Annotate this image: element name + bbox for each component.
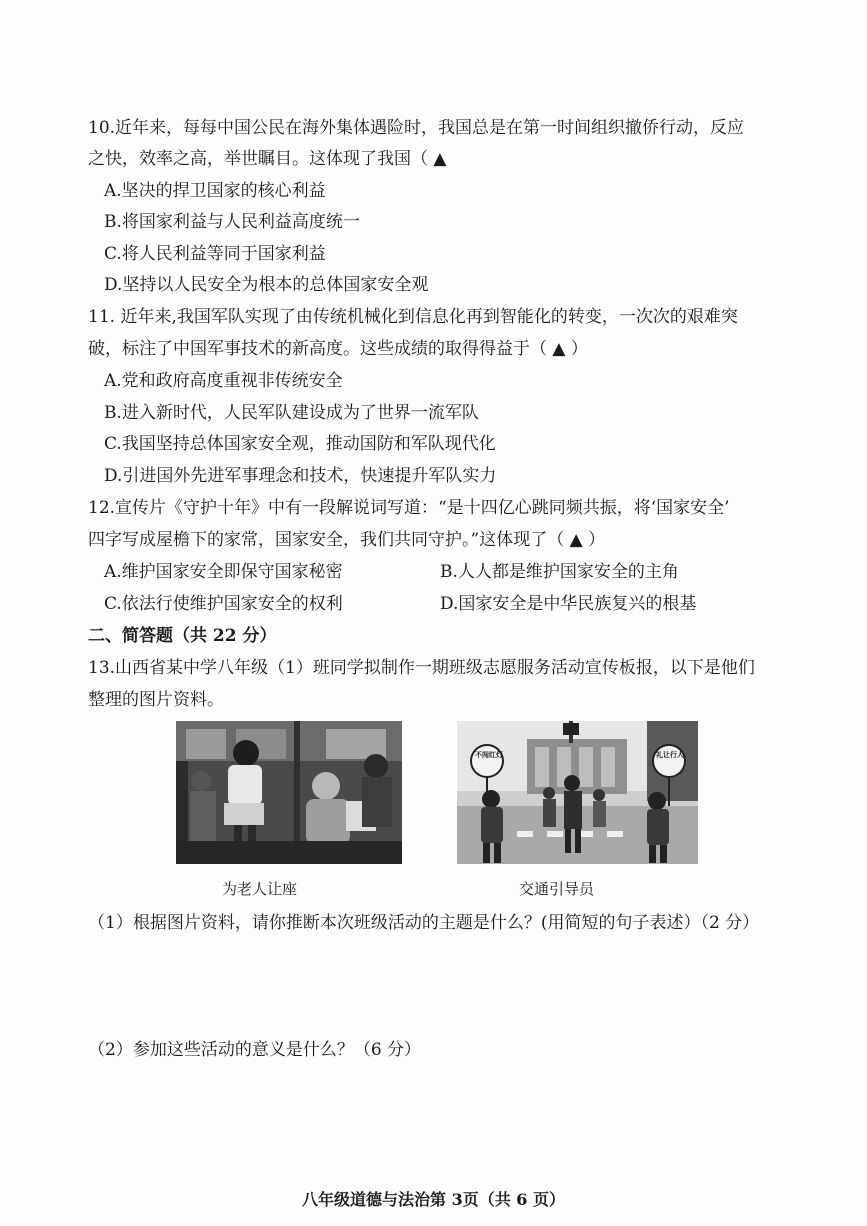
q10-stem-line2: 之快，效率之高，举世瞩目。这体现了我国（ ▲ <box>88 149 447 169</box>
sign-yield-pedestrians: 礼让行人 <box>656 751 684 759</box>
q12-stem-line2: 四字写成屋檐下的家常，国家安全，我们共同守护。”这体现了（ ▲ ） <box>88 530 606 550</box>
q11-option-c: C.我国坚持总体国家安全观，推动国防和军队现代化 <box>104 434 496 454</box>
q13-subquestion-2: （2）参加这些活动的意义是什么？（6 分） <box>88 1040 422 1060</box>
q10-option-a: A.坚决的捍卫国家的核心利益 <box>104 181 326 201</box>
q11-stem-line2: 破，标注了中国军事技术的新高度。这些成绩的取得得益于（ ▲ ） <box>88 339 588 359</box>
street-scene-image <box>457 721 698 864</box>
photo-traffic-guide <box>457 721 698 864</box>
q11-stem-line1: 11. 近年来,我国军队实现了由传统机械化到信息化再到智能化的转变，一次次的艰难突 <box>88 307 738 327</box>
q10-option-b: B.将国家利益与人民利益高度统一 <box>104 212 360 232</box>
photo-seat-for-elderly <box>176 721 402 864</box>
q12-option-a: A.维护国家安全即保守国家秘密 <box>104 562 343 582</box>
photo1-caption: 为老人让座 <box>222 880 298 898</box>
q12-stem-line1: 12.宣传片《守护十年》中有一段解说词写道：“是十四亿心跳同频共振，将‘国家安全’ <box>88 498 730 518</box>
q12-option-c: C.依法行使维护国家安全的权利 <box>104 594 343 614</box>
q10-option-c: C.将人民利益等同于国家利益 <box>104 244 326 264</box>
page-footer: 八年级道德与法治第 3页（共 6 页） <box>302 1190 565 1209</box>
q11-option-b: B.进入新时代，人民军队建设成为了世界一流军队 <box>104 403 479 423</box>
sign-no-red-light: 不闯红灯 <box>475 751 503 759</box>
q11-option-a: A.党和政府高度重视非传统安全 <box>104 371 343 391</box>
q13-stem-line1: 13.山西省某中学八年级（1）班同学拟制作一期班级志愿服务活动宣传板报，以下是他们 <box>88 658 755 678</box>
section-heading: 二、简答题（共 22 分） <box>88 626 277 646</box>
q13-subquestion-1: （1）根据图片资料，请你推断本次班级活动的主题是什么？(用简短的句子表述）（2 分） <box>88 913 760 933</box>
q12-option-b: B.人人都是维护国家安全的主角 <box>440 562 679 582</box>
q12-option-d: D.国家安全是中华民族复兴的根基 <box>440 594 697 614</box>
q11-option-d: D.引进国外先进军事理念和技术，快速提升军队实力 <box>104 466 497 486</box>
q13-stem-line2: 整理的图片资料。 <box>88 690 224 710</box>
photo2-caption: 交通引导员 <box>519 880 595 898</box>
bus-scene-image <box>176 721 402 864</box>
q10-option-d: D.坚持以人民安全为根本的总体国家安全观 <box>104 275 429 295</box>
q10-stem-line1: 10.近年来，每每中国公民在海外集体遇险时，我国总是在第一时间组织撤侨行动，反应 <box>88 118 745 138</box>
